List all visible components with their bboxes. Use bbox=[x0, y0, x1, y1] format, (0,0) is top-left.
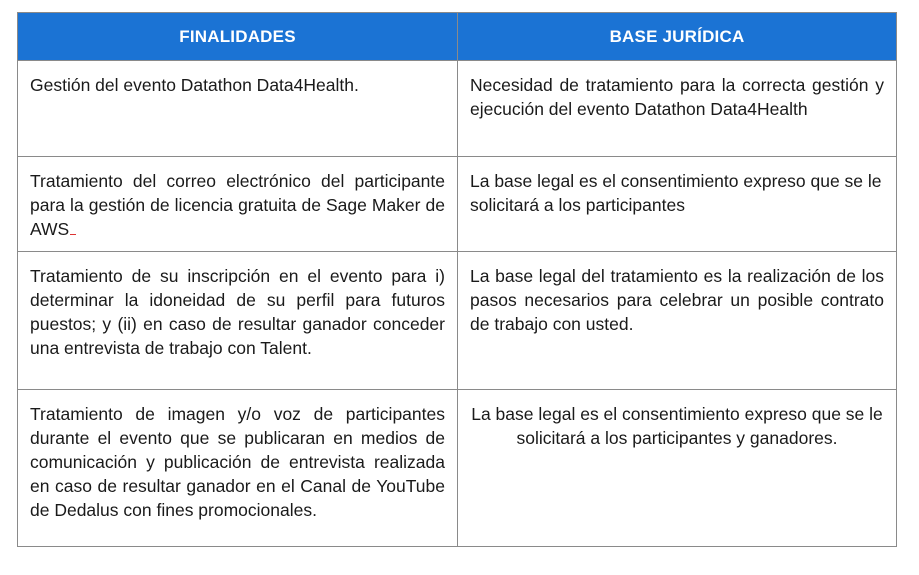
header-base-juridica: BASE JURÍDICA bbox=[458, 13, 897, 61]
finalidad-text: Tratamiento del correo electrónico del participante para la gestión de licencia gratuita de Sage Maker de AWS bbox=[30, 171, 445, 239]
finalidad-cell bbox=[18, 61, 458, 157]
finalidad-text: Tratamiento de su inscripción en el evento para i) determinar la idoneidad de su perfil para futuros puestos; y (ii) en caso de resultar ganador conceder una entrevista de trabajo con Talent. bbox=[30, 266, 445, 358]
base-text: La base legal es el consentimiento expreso que se le solicitará a los participantes bbox=[470, 171, 882, 215]
finalidad-cell bbox=[18, 157, 458, 252]
table-row bbox=[18, 252, 897, 390]
base-cell bbox=[458, 390, 897, 547]
finalidad-text: Tratamiento de imagen y/o voz de participantes durante el evento que se publicaran en medios de comunicación y publicación de entrevista realizada en caso de resultar ganador en el Canal de YouTube de Dedalus con fines promocionales. bbox=[30, 404, 445, 520]
base-text: La base legal es el consentimiento expreso que se le solicitará a los participantes y ganadores. bbox=[471, 404, 883, 448]
finalidad-cell bbox=[18, 252, 458, 390]
base-text: Necesidad de tratamiento para la correcta gestión y ejecución del evento Datathon Data4Health bbox=[470, 75, 884, 119]
base-cell bbox=[458, 61, 897, 157]
table-row bbox=[18, 390, 897, 547]
table-row bbox=[18, 61, 897, 157]
base-cell bbox=[458, 157, 897, 252]
table-header-row bbox=[18, 13, 897, 61]
table-row bbox=[18, 157, 897, 252]
finalidad-cell bbox=[18, 390, 458, 547]
base-text: La base legal del tratamiento es la realización de los pasos necesarios para celebrar un posible contrato de trabajo con usted. bbox=[470, 266, 884, 334]
base-cell bbox=[458, 252, 897, 390]
spellcheck-mark bbox=[70, 233, 76, 235]
finalidad-text: Gestión del evento Datathon Data4Health. bbox=[30, 75, 359, 95]
finalidades-table bbox=[17, 12, 897, 547]
header-finalidades: FINALIDADES bbox=[18, 13, 458, 61]
